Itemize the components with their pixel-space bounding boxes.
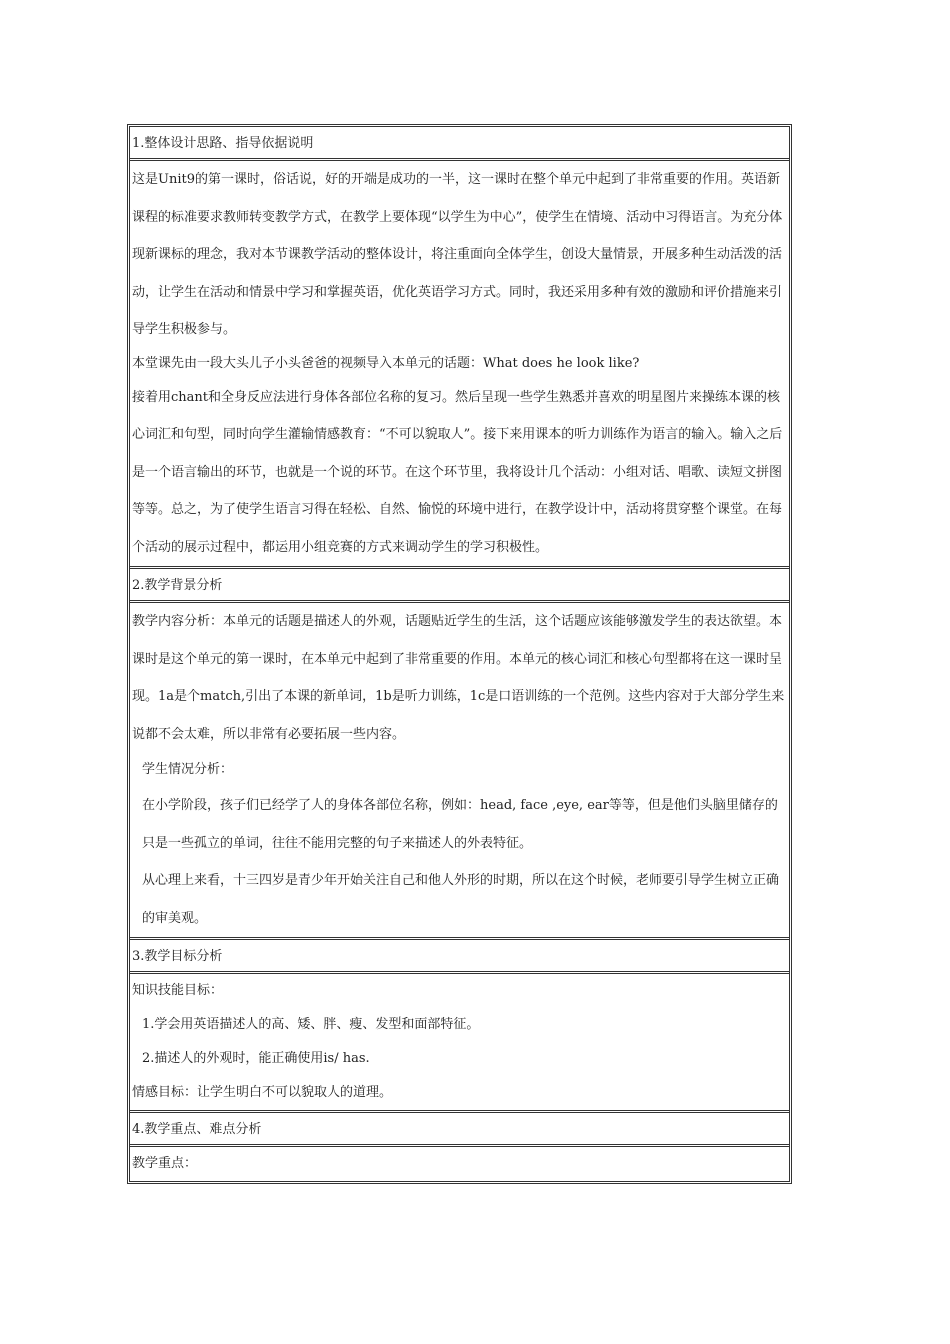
section-1-paragraph-3: 接着用chant和全身反应法进行身体各部位名称的复习。然后呈现一些学生熟悉并喜欢的明星图片来操练本课的核心词汇和句型，同时向学生灌输情感教育：“不可以貌取人”。接下来用课本的听力训练作为语言的输入。输入之后是一个语言输出的环节，也就是一个说的环节。在这个环节里，我将设计几个活动：小组对话、唱歌、读短文拼图等等。总之，为了使学生语言习得在轻松、自然、愉悦的环境中进行，在教学设计中，活动将贯穿整个课堂。在每个活动的展示过程中，都运用小组竞赛的方式来调动学生的学习积极性。 — [132, 389, 783, 555]
section-3-paragraph-2: 1.学会用英语描述人的高、矮、胖、瘦、发型和面部特征。 — [142, 1017, 480, 1032]
section-4-body — [130, 1147, 789, 1181]
section-4-paragraph-1: 教学重点： — [132, 1156, 198, 1171]
section-1-heading — [130, 127, 789, 161]
section-1-paragraph-1: 这是Unit9的第一课时，俗话说，好的开端是成功的一半，这一课时在整个单元中起到了非常重要的作用。英语新课程的标准要求教师转变教学方式，在教学上要体现“以学生为中心”，使学生在情境、活动中习得语言。为充分体现新课标的理念，我对本节课教学活动的整体设计，将注重面向全体学生，创设大量情景，开展多种生动活泼的活动，让学生在活动和情景中学习和掌握英语，优化英语学习方式。同时，我还采用多种有效的激励和评价措施来引导学生积极参与。 — [132, 172, 783, 337]
section-3-heading-text: 3.教学目标分析 — [132, 949, 223, 964]
section-2-paragraph-1: 教学内容分析：本单元的话题是描述人的外观，话题贴近学生的生活，这个话题应该能够激发学生的表达欲望。本课时是这个单元的第一课时，在本单元中起到了非常重要的作用。本单元的核心词汇和核心句型都将在这一课时呈现。1a是个match,引出了本课的新单词，1b是听力训练，1c是口语训练的一个范例。这些内容对于大部分学生来说都不会太难，所以非常有必要拓展一些内容。 — [132, 614, 785, 742]
section-2-paragraph-2: 学生情况分析： — [142, 762, 234, 777]
section-4-heading-text: 4.教学重点、难点分析 — [132, 1122, 262, 1137]
section-3-paragraph-3: 2.描述人的外观时，能正确使用is/ has. — [142, 1051, 370, 1066]
section-3-body — [130, 974, 789, 1113]
section-3-heading — [130, 940, 789, 974]
section-3-paragraph-1: 知识技能目标： — [132, 983, 224, 998]
section-2-paragraph-3: 在小学阶段，孩子们已经学了人的身体各部位名称，例如：head, face ,eye, ear等等，但是他们头脑里储存的只是一些孤立的单词，往往不能用完整的句子来描述人的外表特征。 — [142, 798, 778, 851]
section-2-heading — [130, 569, 789, 603]
section-3-paragraph-4: 情感目标：让学生明白不可以貌取人的道理。 — [132, 1085, 393, 1100]
section-1-paragraph-2: 本堂课先由一段大头儿子小头爸爸的视频导入本单元的话题：What does he look like? — [132, 355, 640, 371]
section-1-body — [130, 161, 789, 569]
section-2-paragraph-4: 从心理上来看，十三四岁是青少年开始关注自己和他人外形的时期，所以在这个时候，老师要引导学生树立正确的审美观。 — [142, 873, 780, 926]
section-2-body — [130, 603, 789, 940]
lesson-plan-table — [127, 124, 792, 1184]
section-1-heading-text: 1.整体设计思路、指导依据说明 — [132, 136, 314, 151]
section-4-heading — [130, 1113, 789, 1147]
section-2-heading-text: 2.教学背景分析 — [132, 578, 223, 593]
